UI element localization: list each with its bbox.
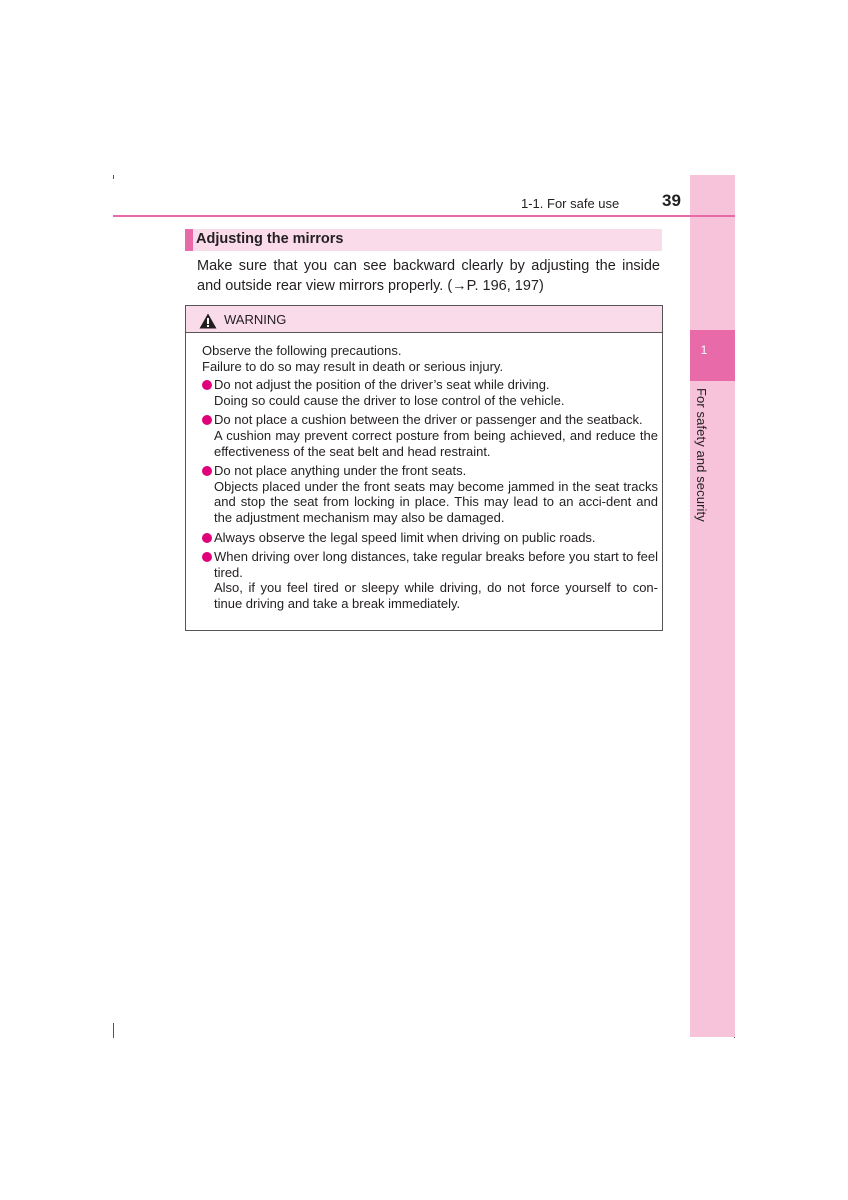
- warning-header: [186, 306, 662, 333]
- precaution-detail: A cushion may prevent correct posture from being achieved, and reduce the effectiveness of the seat belt and head restraint.: [214, 427, 658, 459]
- list-item: [202, 377, 658, 408]
- bullet-icon: [202, 380, 212, 390]
- bullet-icon: [202, 533, 212, 543]
- warning-body: [202, 343, 658, 616]
- section-heading: Adjusting the mirrors: [196, 231, 344, 247]
- precaution-text: Do not place a cushion between the driver or passenger and the seatback.: [214, 412, 643, 428]
- header-rule: [113, 215, 735, 217]
- crop-mark-top: [113, 175, 114, 179]
- list-item: [202, 530, 658, 546]
- precaution-detail: Objects placed under the front seats may become jammed in the seat tracks and stop the seat from locking in place. This may lead to an acci-dent and the adjustment mechanism may also be damaged.: [214, 478, 658, 525]
- section-intro-text: Make sure that you can see backward clearly by adjusting the inside and outside rear view mirrors properly. (→P. 196, 197): [197, 258, 660, 294]
- list-item: [202, 463, 658, 525]
- bullet-icon: [202, 552, 212, 562]
- precaution-list: [202, 377, 658, 611]
- page-number: 39: [662, 191, 681, 210]
- warning-triangle-icon: [199, 313, 217, 329]
- chapter-sidebar: [690, 175, 735, 1037]
- chapter-number: 1: [700, 343, 708, 357]
- list-item: [202, 412, 658, 459]
- precaution-text: Do not adjust the position of the driver’s seat while driving.: [214, 377, 550, 393]
- bullet-icon: [202, 466, 212, 476]
- list-item: [202, 549, 658, 611]
- warning-intro-line: Observe the following precautions.: [202, 343, 402, 358]
- precaution-text: When driving over long distances, take regular breaks before you start to feel tired.: [214, 549, 658, 580]
- precaution-text: Always observe the legal speed limit when driving on public roads.: [214, 529, 596, 545]
- warning-intro-line: Failure to do so may result in death or serious injury.: [202, 358, 504, 374]
- precaution-detail: Doing so could cause the driver to lose control of the vehicle.: [214, 392, 565, 408]
- crop-mark-bottom-left: [113, 1023, 114, 1038]
- precaution-detail: Also, if you feel tired or sleepy while driving, do not force yourself to con-tinue driving and take a break immediately.: [214, 580, 658, 611]
- warning-box: [185, 305, 663, 631]
- warning-label: WARNING: [224, 312, 287, 327]
- running-header-section: 1-1. For safe use: [521, 196, 620, 211]
- chapter-title: For safety and security: [694, 388, 709, 522]
- precaution-text: Do not place anything under the front seats.: [214, 463, 467, 479]
- bullet-icon: [202, 415, 212, 425]
